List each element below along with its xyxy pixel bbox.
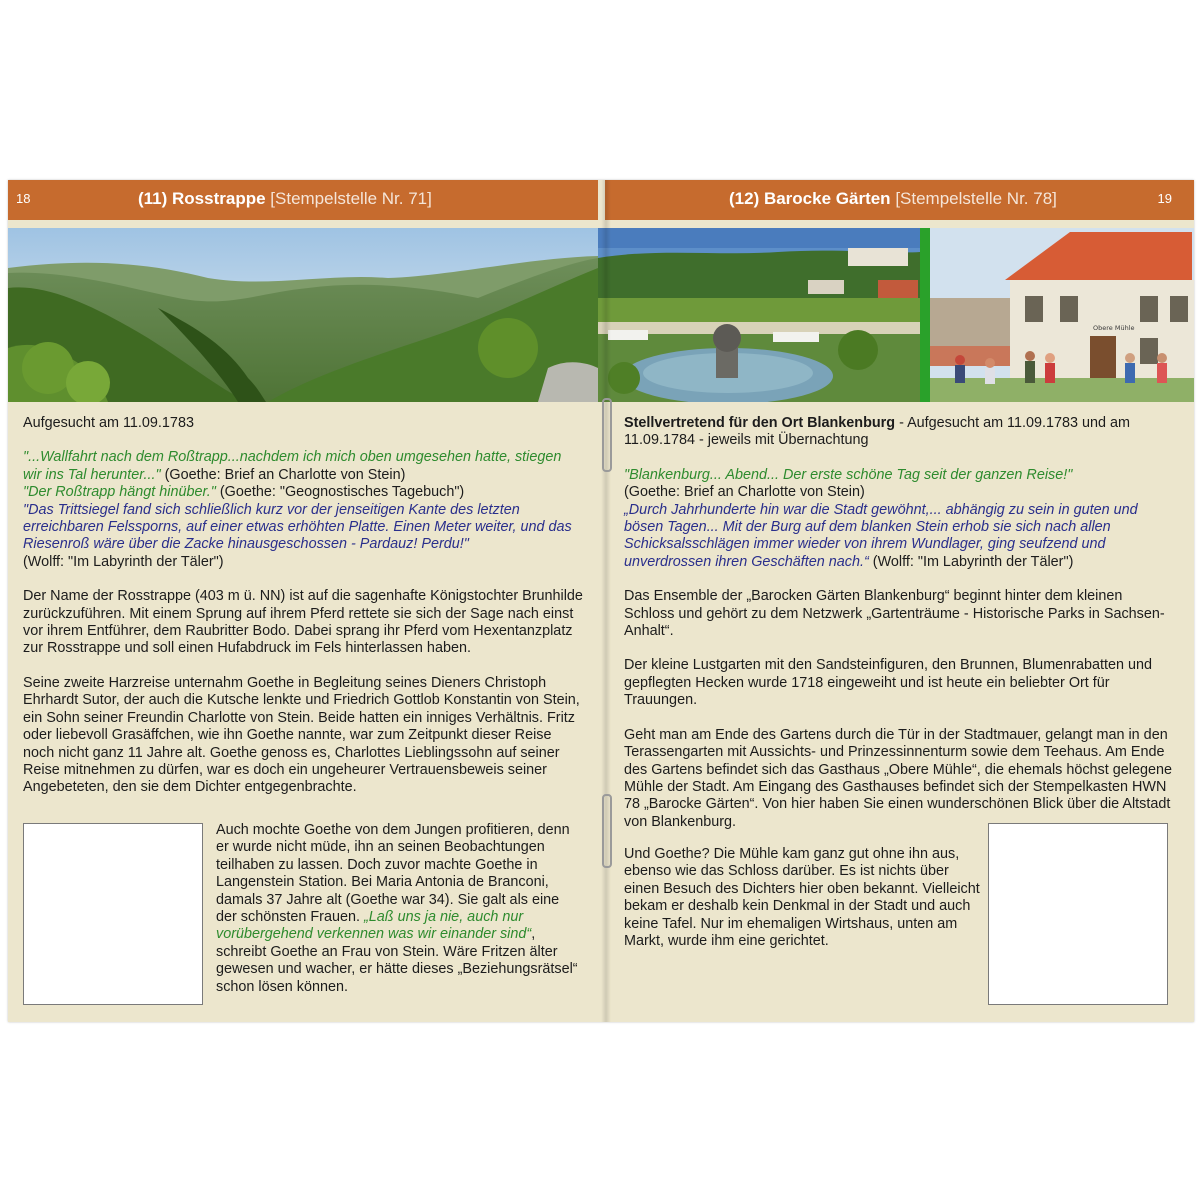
left-quote-2: "Der Roßtrapp hängt hinüber." <box>23 484 216 501</box>
inn-sign-text: Obere Mühle <box>1093 324 1135 332</box>
right-paragraph-2: Der kleine Lustgarten mit den Sandsteinfiguren, den Brunnen, Blumenrabatten und gepflegten Hecken wurde 1718 eingeweiht und ist heute ein beliebter Ort für Trauungen. <box>624 657 1152 709</box>
left-page-header <box>8 180 598 220</box>
left-page-text <box>23 415 583 814</box>
right-quote-2: „Durch Jahrhunderte hin war die Stadt gewöhnt,... abhängig zu sein in guten und bösen Tagen... Mit der Burg auf dem blanken Stein erhob sie sich nach allen Schicksalsschlägen immer wieder von ihrem Wundlager, ging seufzend und unverdrossen ihren Geschäften nach.“ <box>624 501 1138 570</box>
photo-divider <box>920 228 930 402</box>
valley-landscape-icon <box>8 228 598 402</box>
right-intro <box>624 415 1174 450</box>
left-paragraph-1: Der Name der Rosstrappe (403 m ü. NN) ist auf die sagenhafte Königstochter Brunhilde zurückzuführen. Mit einem Sprung auf ihrem Pferd rettete sie sich der Sage nach einst vor ihrem Entführer, dem Raubritter Bodo. Dabei sprang ihr Pferd vom Hexentanzplatz zur Rosstrappe und soll einen Hufabdruck im Fels hinterlassen haben. <box>23 588 583 657</box>
right-quote-2-source: (Wolff: "Im Labyrinth der Täler") <box>868 553 1074 570</box>
bottom-staple <box>602 794 612 868</box>
right-page-number: 19 <box>1157 191 1172 206</box>
right-quote-1-source: (Goethe: Brief an Charlotte von Stein) <box>624 484 865 501</box>
right-paragraph-4: Und Goethe? Die Mühle kam ganz gut ohne ihn aus, ebenso wie das Schloss darüber. Es ist nichts über einen Besuch des Dichters hier oben bekannt. Vielleicht bekam er deshalb kein Denkmal in der Stadt und auch keine Tafel. Nur im ehemaligen Wirtshaus, unten am Markt, wurde ihm eine gerichtet. <box>624 846 980 950</box>
right-paragraph-1: Das Ensemble der „Barocken Gärten Blankenburg“ beginnt hinter dem kleinen Schloss und gehört zu dem Netzwerk „Gartenträume - Historische Parks in Sachsen-Anhalt“. <box>624 588 1165 640</box>
right-paragraph-3: Geht man am Ende des Gartens durch die Tür in der Stadtmauer, gelangt man in den Terassengarten mit Aussichts- und Prinzessinnenturm sowie dem Teehaus. Am Ende des Gartens befindet sich das Gasthaus „Obere Mühle“, die ehemals höchst gelegene Mühle der Stadt. Am Eingang des Gasthauses befindet sich der Stempelkasten HWN 78 „Barocke Gärten“. Von hier haben Sie einen wunderschönen Blick über die Altstadt von Blankenburg. <box>624 726 1172 830</box>
left-quotes <box>23 449 583 571</box>
baroque-garden-photo <box>598 228 920 402</box>
left-quote-3: "Das Trittsiegel fand sich schließlich kurz vor der jenseitigen Kante des letzten erreichbaren Felssporns, auf einer etwas erhöhten Platte. Einen Meter weiter, und das Riesenroß wäre über die Zacke hinausgeschossen - Pardauz! Perdu!" <box>23 501 572 553</box>
left-visited-date: Aufgesucht am 11.09.1783 <box>23 415 194 431</box>
left-quote-1-source: (Goethe: Brief an Charlotte von Stein) <box>160 466 406 483</box>
left-quote-2-source: (Goethe: "Geognostisches Tagebuch") <box>215 484 465 501</box>
top-staple <box>602 398 612 472</box>
right-title-stamp: [Stempelstelle Nr. 78] <box>895 189 1057 208</box>
right-page-text <box>624 415 1174 848</box>
mill-inn-photo <box>930 228 1194 402</box>
left-page-title <box>138 189 432 209</box>
left-page-number: 18 <box>16 191 31 206</box>
baroque-garden-icon <box>598 228 920 402</box>
right-intro-bold: Stellvertretend für den Ort Blankenburg <box>624 415 896 431</box>
right-quote-1: "Blankenburg... Abend... Der erste schöne Tag seit der ganzen Reise!" <box>624 466 1073 483</box>
left-paragraph-3-quote: „Laß uns ja nie, auch nur vorübergehend verkennen was wir einander sind“ <box>216 909 532 943</box>
left-paragraph-2: Seine zweite Harzreise unternahm Goethe in Begleitung seines Dieners Christoph Ehrhardt Sutor, der auch die Kutsche lenkte und Friedrich Gottlob Konstantin von Stein, ein Sohn seiner Freundin Charlotte von Stein. Beide hatten ein inniges Verhältnis. Fritz oder liebevoll Grasäffchen, wie ihn Goethe nannte, war zum Zeitpunkt dieser Reise noch nicht ganz 11 Jahre alt. Goethe genoss es, Charlottes Lieblingssohn auf seiner Reise mitnehmen zu dürfen, war es doch ein ungeheurer Vertrauensbeweis seiner Angebeteten, den sie dem Dichter entgegenbrachte. <box>23 674 580 796</box>
center-fold <box>601 180 611 1022</box>
right-intro-rest: - Aufgesucht am 11.09.1783 und am 11.09.1784 - jeweils mit Übernachtung <box>624 415 1131 449</box>
left-paragraph-3-start: Auch mochte Goethe von dem Jungen profitieren, denn er wurde nicht müde, ihn an seinen Beobachtungen teilhaben zu lassen. Doch zuvor machte Goethe in Langenstein Station. Bei Maria Antonia de Branconi, damals 37 Jahre alt (Goethe war 34). Sie galt als eine der schönsten Frauen. <box>216 822 570 926</box>
valley-landscape-photo <box>8 228 598 402</box>
left-stamp-box <box>23 823 203 1005</box>
left-paragraph-3-end: , schreibt Goethe an Frau von Stein. Wäre Fritzen älter gewesen und wacher, er hätte dieses „Beziehungsrätsel“ schon lösen können. <box>216 926 578 995</box>
right-quotes <box>624 467 1174 571</box>
left-title-stamp: [Stempelstelle Nr. 71] <box>270 189 432 208</box>
left-paragraph-3 <box>216 822 580 996</box>
left-quote-1: "...Wallfahrt nach dem Roßtrapp...nachdem ich mich oben umgesehen hatte, stiegen wir ins Tal herunter..." <box>23 449 562 483</box>
right-title-main: (12) Barocke Gärten <box>729 189 891 208</box>
right-stamp-box <box>988 823 1168 1005</box>
left-quote-3-source: (Wolff: "Im Labyrinth der Täler") <box>23 553 224 570</box>
left-title-main: (11) Rosstrappe <box>138 189 266 208</box>
booklet-spread <box>8 180 1194 1022</box>
mill-inn-icon <box>930 228 1194 402</box>
right-page-title <box>729 189 1057 209</box>
right-page-header <box>605 180 1194 220</box>
